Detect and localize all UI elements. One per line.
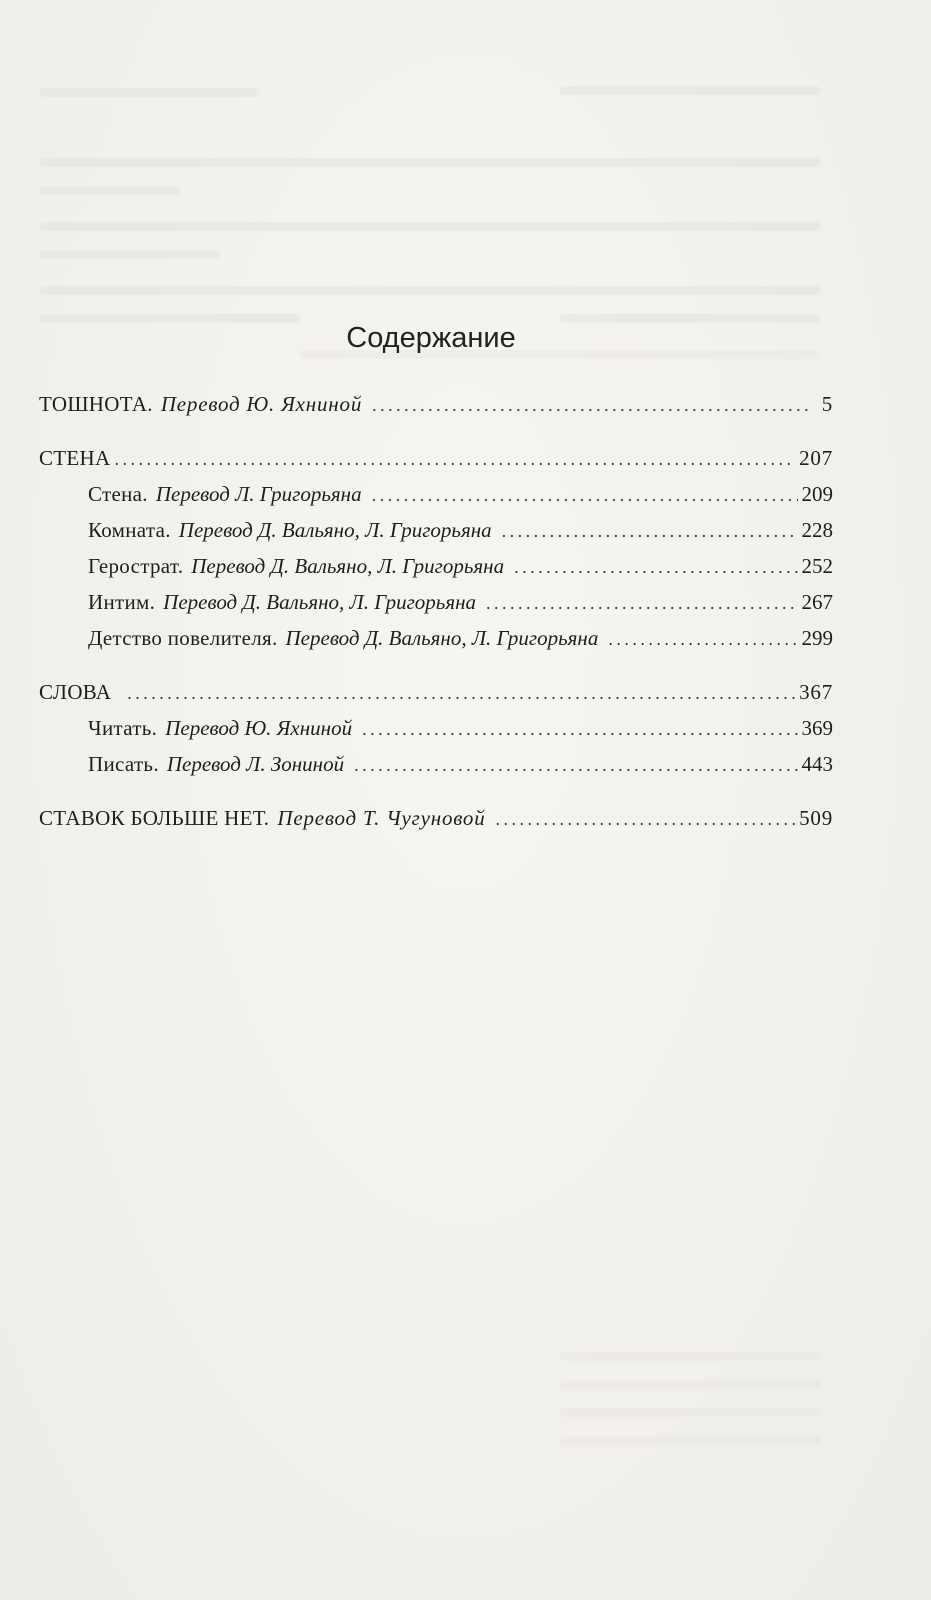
toc-entry-translator: Перевод Ю. Яхниной — [160, 392, 363, 416]
toc-entry — [39, 476, 833, 512]
bleed-through-line — [40, 250, 220, 259]
toc-entry-title: СЛОВА — [39, 680, 112, 704]
toc-entry-title: Герострат. — [88, 554, 184, 578]
toc-entry-translator: Перевод Ю. Яхниной — [165, 716, 353, 740]
dot-leader — [362, 711, 797, 747]
table-of-contents — [39, 386, 833, 836]
toc-entry-translator: Перевод Д. Вальяно, Л. Григорьяна — [285, 626, 599, 650]
bleed-through-line — [560, 1380, 820, 1389]
toc-entry-page: 443 — [801, 752, 833, 776]
toc-entry-page: 5 — [821, 392, 833, 416]
bleed-through-line — [560, 1408, 820, 1417]
toc-entry-translator: Перевод Т. Чугуновой — [277, 806, 486, 830]
toc-entry-translator: Перевод Д. Вальяно, Л. Григорьяна — [178, 518, 492, 542]
toc-entry-translator: Перевод Л. Григорьяна — [155, 482, 362, 506]
toc-entry — [39, 800, 833, 836]
toc-entry-page: 267 — [801, 590, 833, 614]
dot-leader — [514, 549, 797, 585]
toc-entry — [39, 440, 833, 476]
dot-leader — [127, 675, 795, 711]
dot-leader — [372, 477, 798, 513]
toc-entry-page: 509 — [799, 806, 833, 830]
toc-entry — [39, 710, 833, 746]
dot-leader — [115, 441, 796, 477]
toc-entry — [39, 746, 833, 782]
toc-entry-translator: Перевод Д. Вальяно, Л. Григорьяна — [163, 590, 477, 614]
toc-entry — [39, 620, 833, 656]
bleed-through-line — [560, 1352, 820, 1361]
dot-leader — [496, 801, 796, 837]
toc-entry-page: 299 — [801, 626, 833, 650]
dot-leader — [502, 513, 798, 549]
toc-entry — [39, 512, 833, 548]
bleed-through-line — [40, 88, 260, 97]
toc-entry — [39, 548, 833, 584]
toc-entry-title: Читать. — [88, 716, 158, 740]
toc-entry-page: 228 — [801, 518, 833, 542]
toc-entry-title: Писать. — [88, 752, 159, 776]
bleed-through-line — [560, 86, 820, 95]
toc-entry-title: Стена. — [88, 482, 148, 506]
toc-entry-page: 207 — [799, 446, 833, 470]
bleed-through-line — [40, 222, 820, 231]
toc-entry-title: СТЕНА — [39, 446, 111, 470]
toc-entry-title: Детство повелителя. — [88, 626, 278, 650]
toc-entry-translator: Перевод Д. Вальяно, Л. Григорьяна — [191, 554, 505, 578]
bleed-through-line — [40, 158, 820, 167]
page-title: Содержание — [346, 322, 516, 354]
toc-entry-page: 252 — [801, 554, 833, 578]
toc-entry-title: Интим. — [88, 590, 156, 614]
dot-leader — [486, 585, 797, 621]
toc-entry — [39, 584, 833, 620]
bleed-through-line — [40, 286, 820, 295]
toc-entry-title: Комната. — [88, 518, 171, 542]
toc-entry — [39, 386, 833, 422]
toc-entry-translator: Перевод Л. Зониной — [166, 752, 345, 776]
bleed-through-line — [40, 186, 180, 195]
dot-leader — [354, 747, 797, 783]
toc-entry-page: 209 — [801, 482, 833, 506]
dot-leader — [608, 621, 797, 657]
dot-leader — [372, 387, 809, 423]
toc-entry-page: 369 — [801, 716, 833, 740]
toc-entry-title: ТОШНОТА. — [39, 392, 153, 416]
toc-entry-page: 367 — [799, 680, 833, 704]
toc-entry — [39, 674, 833, 710]
toc-entry-title: СТАВОК БОЛЬШЕ НЕТ. — [39, 806, 270, 830]
bleed-through-line — [560, 1436, 820, 1445]
